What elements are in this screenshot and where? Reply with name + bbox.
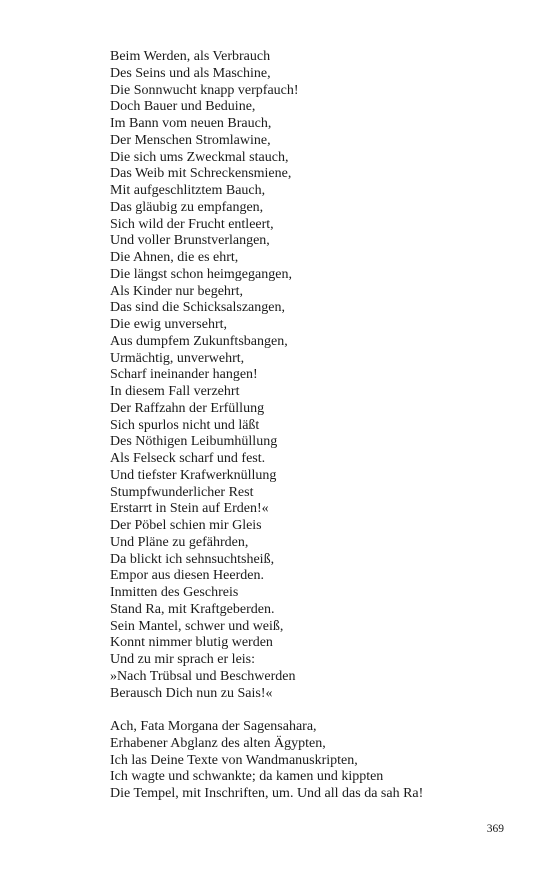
poem-line: Erhabener Abglanz des alten Ägypten,: [110, 735, 326, 751]
poem-line: Die Sonnwucht knapp verpfauch!: [110, 82, 299, 98]
poem-line: Als Felseck scharf und fest.: [110, 451, 266, 466]
poem-line: Die sich ums Zweckmal stauch,: [110, 149, 289, 165]
poem-line: Inmitten des Geschreis: [110, 585, 239, 600]
poem-line: Ich wagte und schwankte; da kamen und kippten: [110, 769, 384, 785]
poem-line: Sich wild der Frucht entleert,: [110, 216, 274, 232]
poem-line: Beim Werden, als Verbrauch: [110, 49, 271, 64]
poem-line: »Nach Trübsal und Beschwerden: [110, 668, 296, 684]
poem-line: Ach, Fata Morgana der Sagensahara,: [110, 719, 317, 734]
poem-line: Im Bann vom neuen Brauch,: [110, 116, 272, 131]
poem-line: Konnt nimmer blutig werden: [110, 635, 273, 651]
poem-line: Der Menschen Stromlawine,: [110, 132, 271, 148]
poem-line: Stumpfwunderlicher Rest: [110, 484, 254, 500]
poem-line: Empor aus diesen Heerden.: [110, 568, 264, 584]
poem-line: Aus dumpfem Zukunftsbangen,: [110, 333, 288, 349]
poem-line: Der Pöbel schien mir Gleis: [110, 518, 262, 533]
poem-line: Stand Ra, mit Kraftgeberden.: [110, 601, 275, 617]
poem-line: Doch Bauer und Beduine,: [110, 99, 256, 115]
poem-line: Berausch Dich nun zu Sais!«: [110, 685, 273, 701]
page-number: 369: [486, 823, 504, 835]
poem-line: Urmächtig, unverwehrt,: [110, 350, 245, 366]
poem-line: Des Nöthigen Leibumhüllung: [110, 434, 278, 450]
poem-line: Erstarrt in Stein auf Erden!«: [110, 501, 269, 517]
poem-line: Und Pläne zu gefährden,: [110, 534, 249, 550]
poem-line: Die Tempel, mit Inschriften, um. Und all das da sah Ra!: [110, 786, 424, 801]
poem-line: Mit aufgeschlitztem Bauch,: [110, 183, 266, 198]
poem-line: Sich spurlos nicht und läßt: [110, 417, 260, 433]
poem-line: Das Weib mit Schreckensmiene,: [110, 166, 292, 182]
poem-line: Die Ahnen, die es ehrt,: [110, 250, 239, 265]
poem-line: Ich las Deine Texte von Wandmanuskripten,: [110, 752, 358, 768]
poem-line: Scharf ineinander hangen!: [110, 367, 258, 383]
poem-line: Und tiefster Krafwerknüllung: [110, 467, 277, 483]
poem-line: Das sind die Schicksalszangen,: [110, 300, 285, 316]
poem-line: Das gläubig zu empfangen,: [110, 199, 264, 215]
poem-line: In diesem Fall verzehrt: [110, 384, 240, 399]
poem-line: Die ewig unversehrt,: [110, 317, 228, 332]
poem-text: [110, 49, 530, 803]
poem-line: Und zu mir sprach er leis:: [110, 652, 256, 667]
poem-line: Sein Mantel, schwer und weiß,: [110, 618, 284, 634]
poem-line: Und voller Brunstverlangen,: [110, 233, 270, 249]
poem-line: Als Kinder nur begehrt,: [110, 283, 243, 299]
poem-line: Die längst schon heimgegangen,: [110, 266, 292, 282]
poem-line: Des Seins und als Maschine,: [110, 65, 271, 81]
stanza-2: [110, 719, 530, 803]
stanza-1: [110, 49, 530, 702]
poem-line: Der Raffzahn der Erfüllung: [110, 400, 265, 416]
poem-line: Da blickt ich sehnsuchtsheiß,: [110, 551, 275, 567]
